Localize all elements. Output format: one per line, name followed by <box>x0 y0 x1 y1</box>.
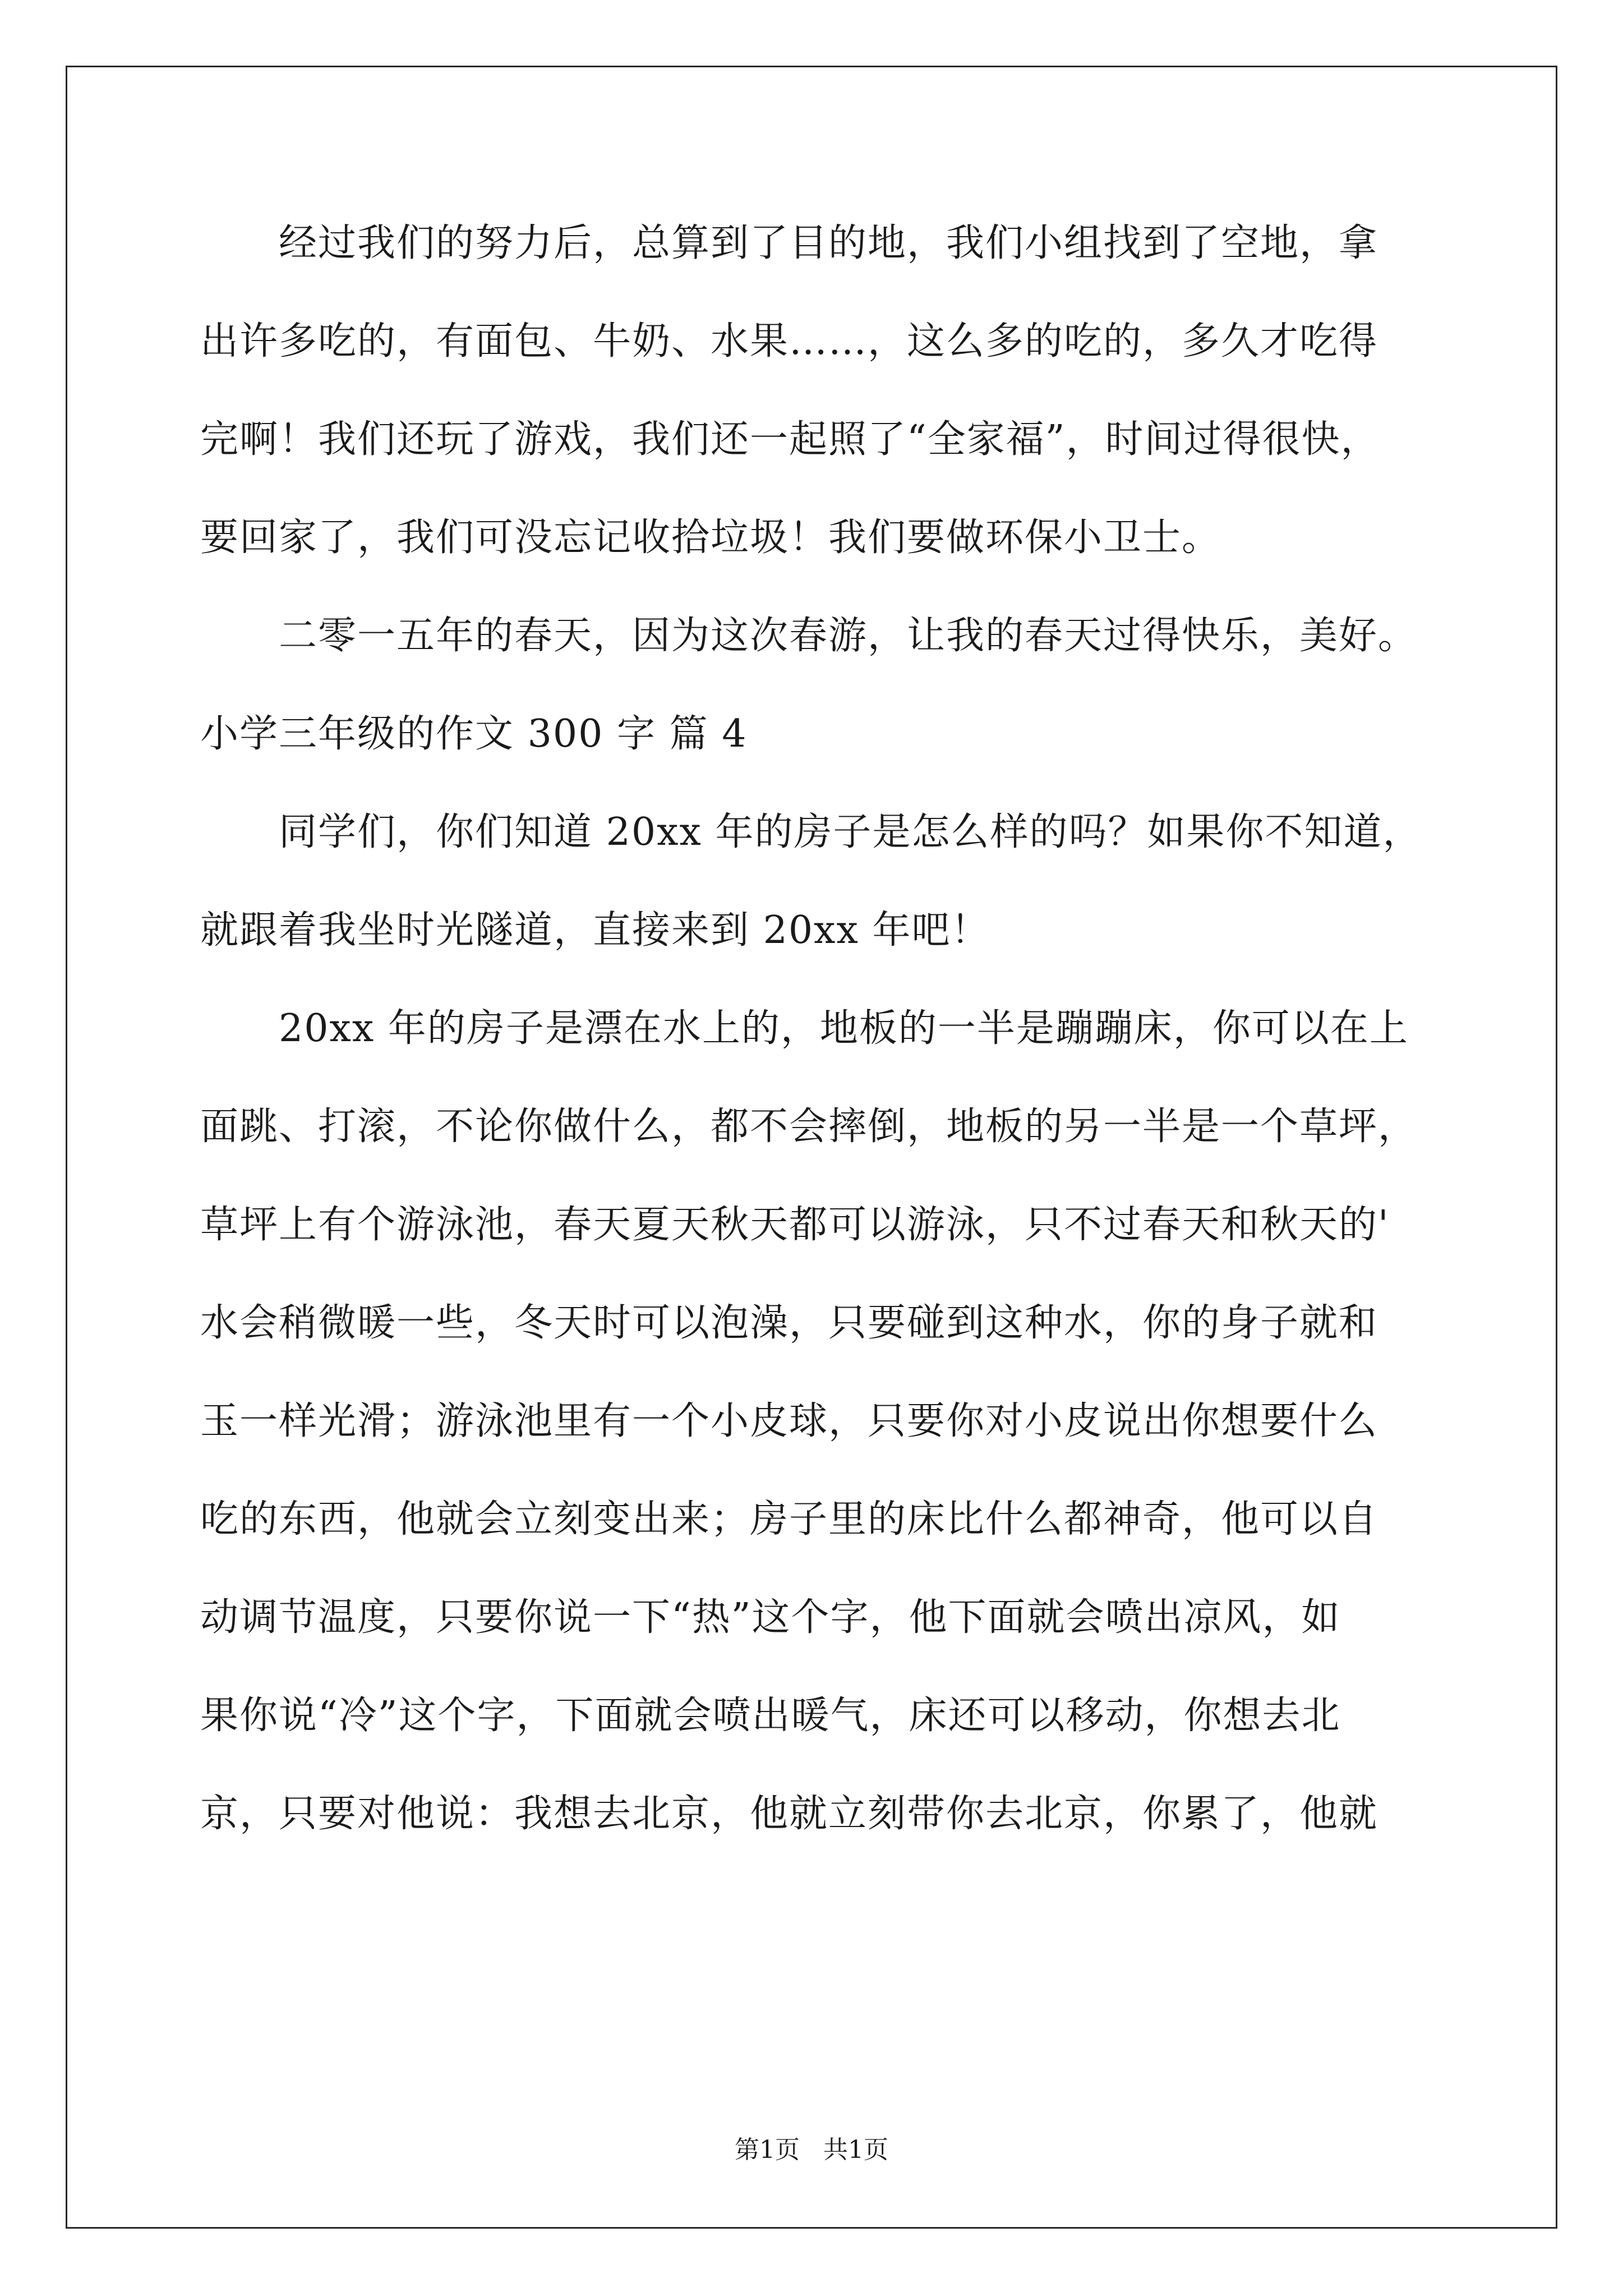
body-text-line: 果你说“冷”这个字，下面就会喷出暖气，床还可以移动，你想去北 <box>200 1694 1341 1738</box>
body-text-line: 同学们，你们知道 20xx 年的房子是怎么样的吗？如果你不知道， <box>200 810 1422 854</box>
page-number-footer: 第1页 共1页 <box>735 2136 888 2164</box>
body-text-line: 二零一五年的春天，因为这次春游，让我的春天过得快乐，美好。 <box>200 614 1418 658</box>
body-text-line: 水会稍微暖一些，冬天时可以泡澡，只要碰到这种水，你的身子就和 <box>200 1301 1378 1345</box>
body-text-line: 出许多吃的，有面包、牛奶、水果……，这么多的吃的，多久才吃得 <box>200 319 1378 364</box>
body-text-line: 草坪上有个游泳池，春天夏天秋天都可以游泳，只不过春天和秋天的' <box>200 1203 1390 1247</box>
body-text-line: 完啊！我们还玩了游戏，我们还一起照了“全家福”，时间过得很快， <box>200 417 1380 462</box>
body-text-line: 要回家了，我们可没忘记收拾垃圾！我们要做环保小卫士。 <box>200 516 1221 560</box>
body-text-line: 20xx 年的房子是漂在水上的，地板的一半是蹦蹦床，你可以在上 <box>200 1006 1409 1051</box>
body-text-line: 经过我们的努力后，总算到了目的地，我们小组找到了空地，拿 <box>200 221 1378 265</box>
body-text-line: 动调节温度，只要你说一下“热”这个字，他下面就会喷出凉风，如 <box>200 1595 1341 1640</box>
body-text-line: 面跳、打滚，不论你做什么，都不会摔倒，地板的另一半是一个草坪， <box>200 1105 1418 1149</box>
body-text-line: 京，只要对他说：我想去北京，他就立刻带你去北京，你累了，他就 <box>200 1792 1378 1836</box>
body-text-line: 就跟着我坐时光隧道，直接来到 20xx 年吧！ <box>200 908 990 953</box>
body-text-line: 玉一样光滑；游泳池里有一个小皮球，只要你对小皮说出你想要什么 <box>200 1399 1378 1443</box>
section-heading: 小学三年级的作文 300 字 篇 4 <box>200 712 748 756</box>
body-text-line: 吃的东西，他就会立刻变出来；房子里的床比什么都神奇，他可以自 <box>200 1497 1378 1542</box>
